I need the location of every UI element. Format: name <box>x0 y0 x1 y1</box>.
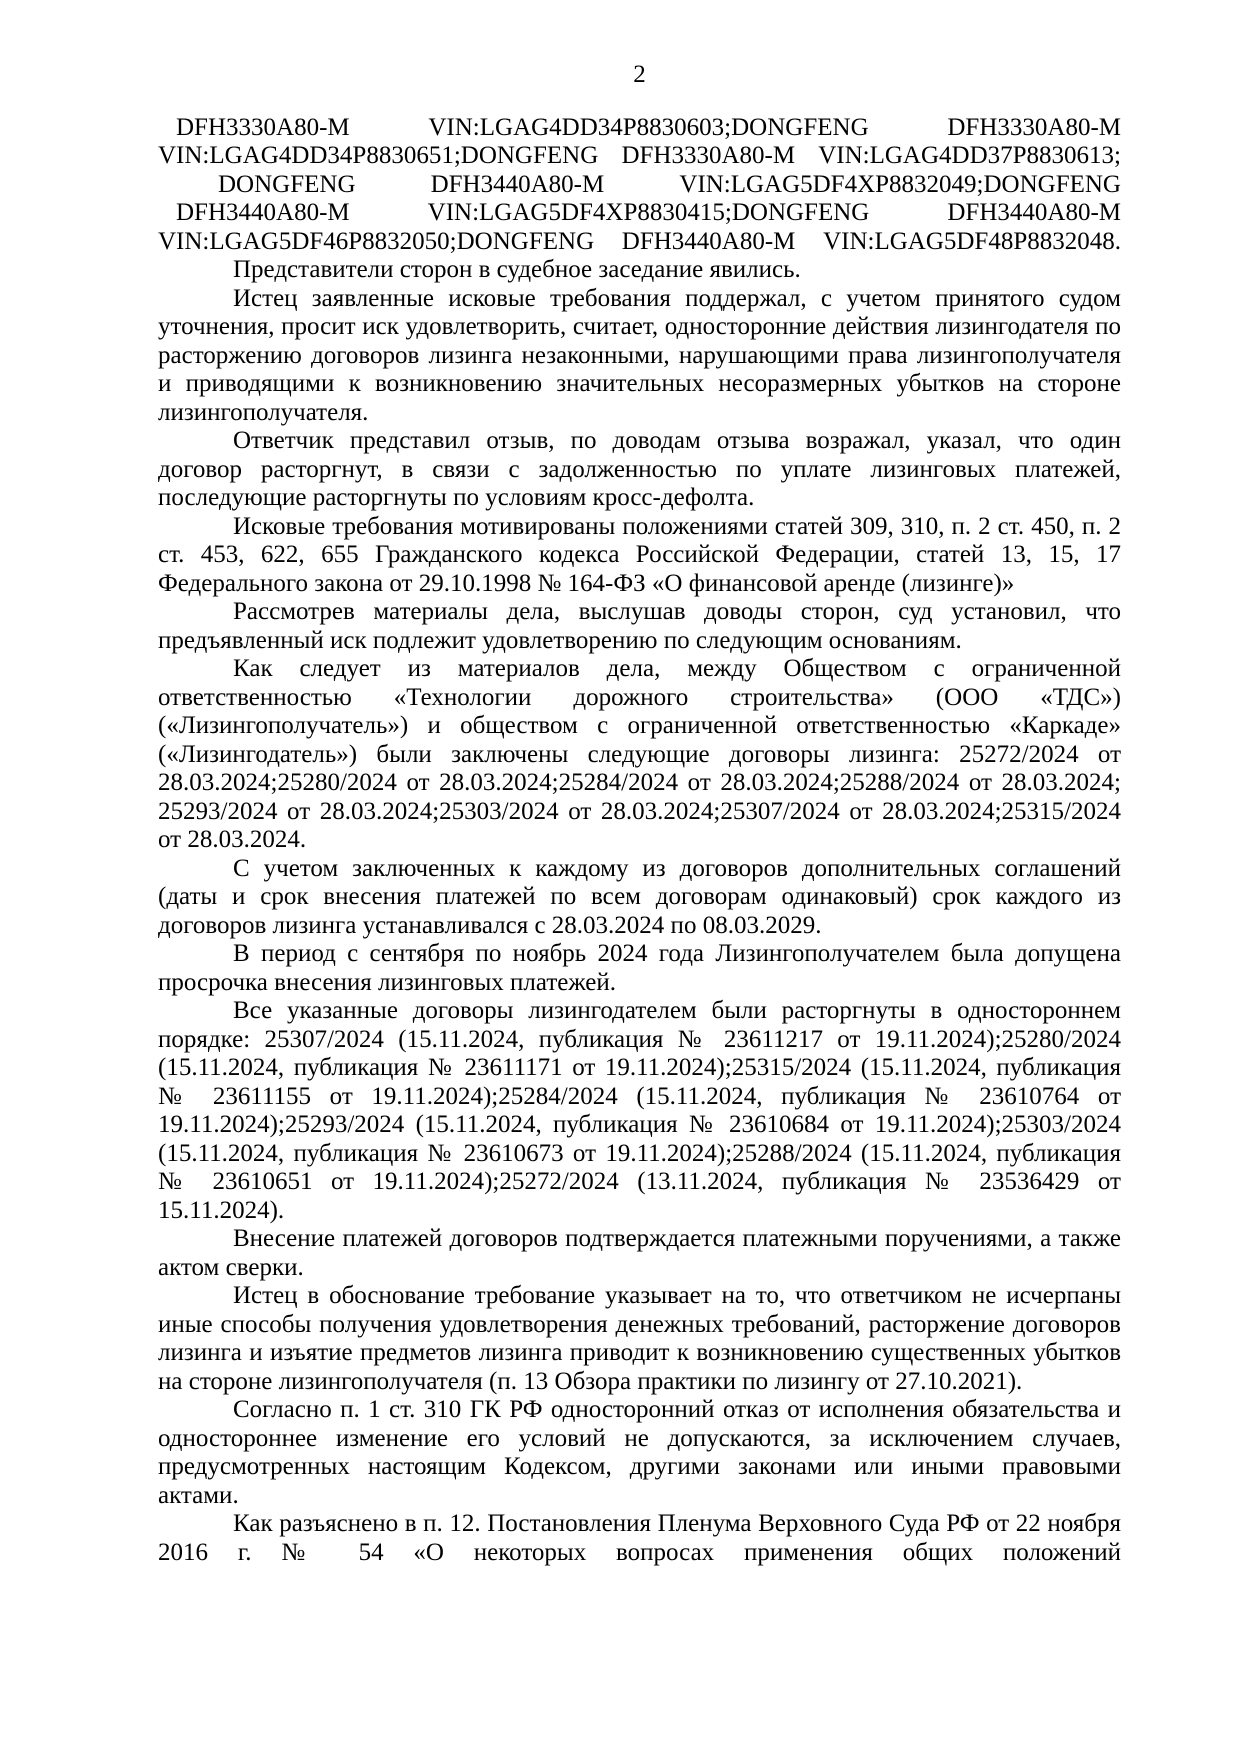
vin-token: VIN:LGAG5DF4XP8832049;DONGFENG <box>679 170 1121 198</box>
vin-token: DFH3330A80-M <box>176 113 350 141</box>
vin-token: DFH3440A80-M <box>621 227 796 255</box>
vin-token: VIN:LGAG5DF48P8832048. <box>823 227 1121 255</box>
vin-line <box>158 142 1121 171</box>
paragraph: С учетом заключенных к каждому из договоров дополнительных соглашений (даты и срок внесения платежей по всем договорам одинаковый) срок каждого из договоров лизинга устанавливался с 28.03.2024 по 08.03.2029. <box>158 854 1121 939</box>
vin-token: VIN:LGAG4DD34P8830603;DONGFENG <box>428 113 869 141</box>
paragraph: Как разъяснено в п. 12. Постановления Пленума Верховного Суда РФ от 22 ноября 2016 г. № 54 «О некоторых вопросах применения общих положений <box>158 1510 1121 1566</box>
vin-token: DFH3330A80-M <box>621 142 796 169</box>
paragraph: Как следует из материалов дела, между Обществом с ограниченной ответственностью «Технологии дорожного строительства» (ООО «ТДС») («Лизингополучатель») и обществом с ограниченной ответственностью «Каркаде» («Лизингодатель») были заключены следующие договоры лизинга: 25272/2024 от 28.03.2024;25280/2024 от 28.03.2024;25284/2024 от 28.03.2024;25288/2024 от 28.03.2024; 25293/2024 от 28.03.2024;25303/2024 от 28.03.2024;25307/2024 от 28.03.2024;25315/2024 от 28.03.2024. <box>158 655 1121 853</box>
paragraph: Ответчик представил отзыв, по доводам отзыва возражал, указал, что один договор расторгнут, в связи с задолженностью по уплате лизинговых платежей, последующие расторгнуты по условиям кросс-дефолта. <box>158 427 1121 511</box>
paragraph: Исковые требования мотивированы положениями статей 309, 310, п. 2 ст. 450, п. 2 ст. 453, 622, 655 Гражданского кодекса Российской Федерации, статей 13, 15, 17 Федерального закона от 29.10.1998 № 164-ФЗ «О финансовой аренде (лизинге)» <box>158 512 1121 597</box>
paragraph: Согласно п. 1 ст. 310 ГК РФ односторонний отказ от исполнения обязательства и одностороннее изменение его условий не допускаются, за исключением случаев, предусмотренных настоящим Кодексом, другими законами или иными правовыми актами. <box>158 1396 1121 1509</box>
vin-token: DFH3330A80-M <box>947 113 1121 141</box>
paragraph: В период с сентября по ноябрь 2024 года Лизингополучателем была допущена просрочка внесения лизинговых платежей. <box>158 940 1121 996</box>
vin-line <box>158 114 1121 143</box>
vin-token: DONGFENG <box>218 170 356 198</box>
paragraph: Все указанные договоры лизингодателем были расторгнуты в одностороннем порядке: 25307/2024 (15.11.2024, публикация № 23611217 от 19.11.2024);25280/2024 (15.11.2024, публикация № 23611171 от 19.11.2024);25315/2024 (15.11.2024, публикация № 23611155 от 19.11.2024);25284/2024 (15.11.2024, публикация № 23610764 от 19.11.2024);25293/2024 (15.11.2024, публикация № 23610684 от 19.11.2024);25303/2024 (15.11.2024, публикация № 23610673 от 19.11.2024);25288/2024 (15.11.2024, публикация № 23610651 от 19.11.2024);25272/2024 (13.11.2024, публикация № 23536429 от 15.11.2024). <box>158 997 1121 1224</box>
vin-line <box>158 199 1121 228</box>
vin-token: VIN:LGAG5DF4XP8830415;DONGFENG <box>427 199 870 226</box>
vin-token: VIN:LGAG4DD34P8830651;DONGFENG <box>158 142 599 169</box>
paragraph: Истец заявленные исковые требования поддержал, с учетом принятого судом уточнения, просит иск удовлетворить, считает, односторонние действия лизингодателя по расторжению договоров лизинга незаконными, нарушающими права лизингополучателя и приводящими к возникновению значительных несоразмерных убытков на стороне лизингополучателя. <box>158 284 1121 426</box>
vin-token: VIN:LGAG5DF46P8832050;DONGFENG <box>158 227 595 255</box>
vin-token: DFH3440A80-M <box>176 199 350 226</box>
paragraph: Представители сторон в судебное заседание явились. <box>233 256 801 283</box>
vin-token: DFH3440A80-M <box>947 199 1121 226</box>
vin-list <box>158 114 1121 257</box>
vin-line <box>158 228 1121 257</box>
vin-token: VIN:LGAG4DD37P8830613; <box>818 142 1121 169</box>
paragraph: Рассмотрев материалы дела, выслушав доводы сторон, суд установил, что предъявленный иск подлежит удовлетворению по следующим основаниям. <box>158 598 1121 654</box>
paragraph: Истец в обоснование требование указывает на то, что ответчиком не исчерпаны иные способы получения удовлетворения денежных требований, расторжение договоров лизинга и изъятие предметов лизинга приводит к возникновению существенных убытков на стороне лизингополучателя (п. 13 Обзора практики по лизингу от 27.10.2021). <box>158 1282 1121 1395</box>
vin-token: DFH3440A80-M <box>430 170 605 198</box>
vin-line <box>158 171 1121 200</box>
paragraph: Внесение платежей договоров подтверждается платежными поручениями, а также актом сверки. <box>158 1225 1121 1281</box>
page-number: 2 <box>633 61 646 88</box>
text-column <box>158 0 1121 1567</box>
